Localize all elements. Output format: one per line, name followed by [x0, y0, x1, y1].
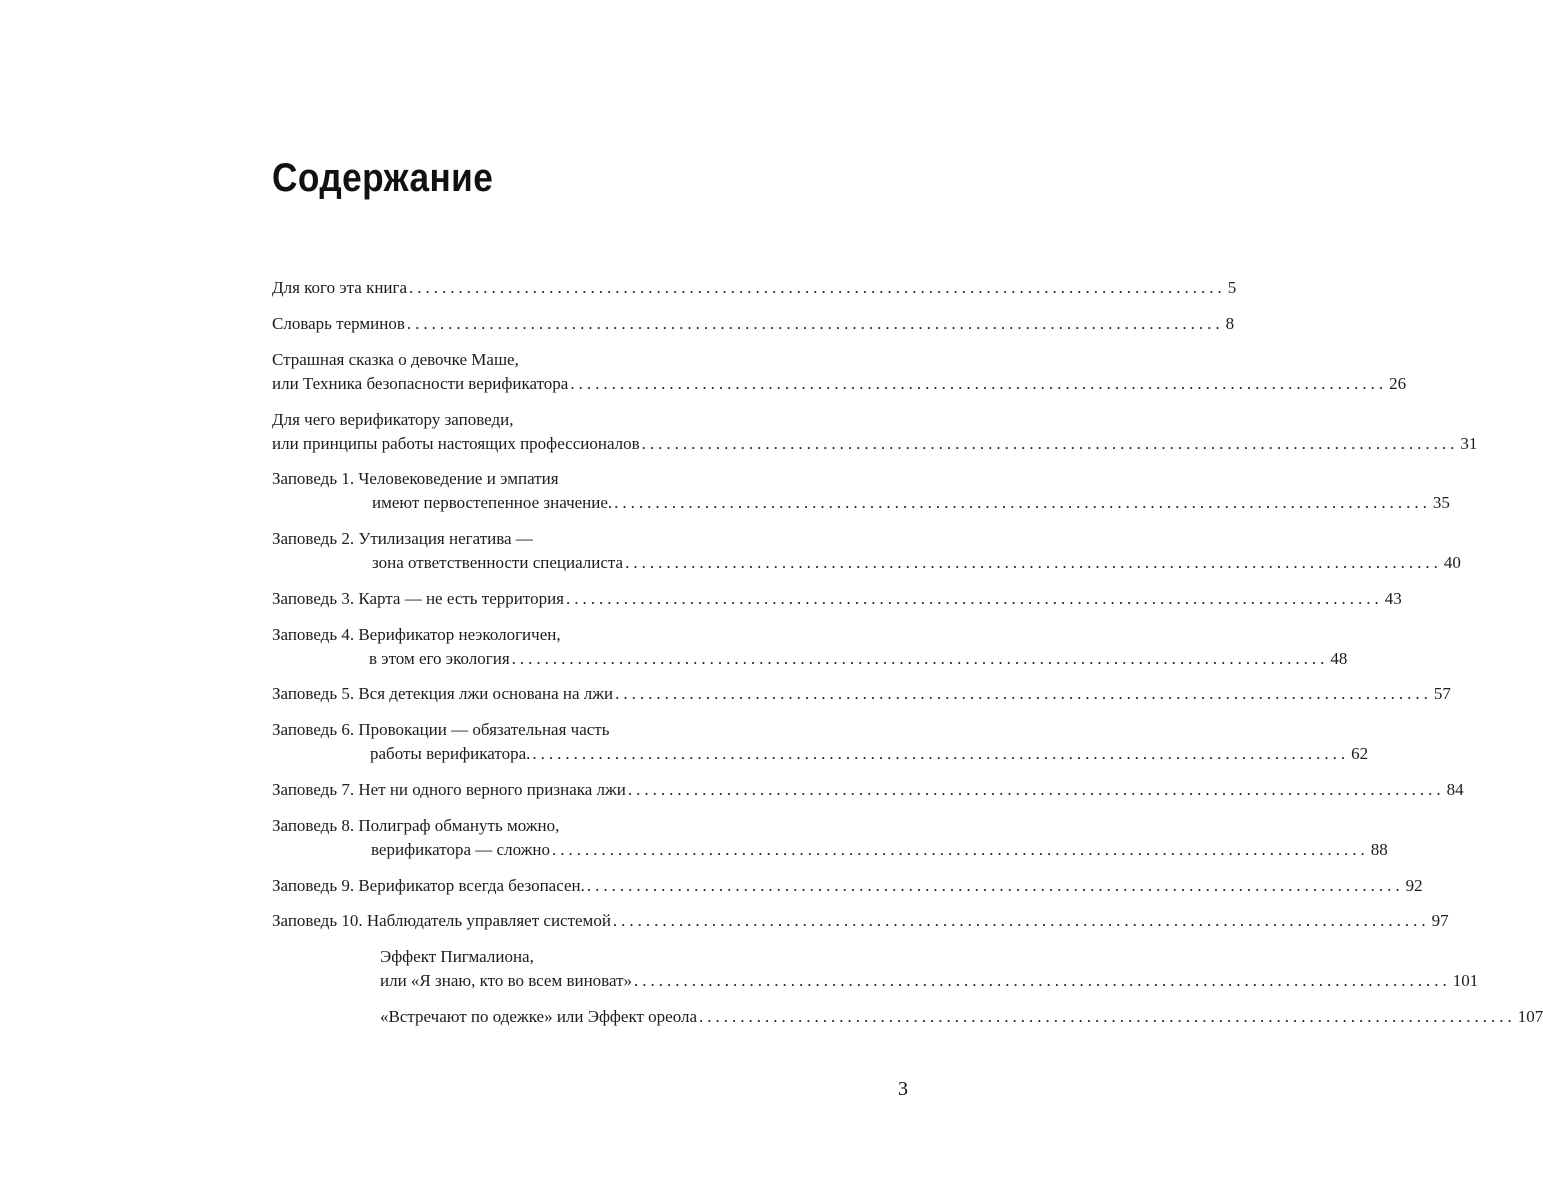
toc-entry-title: Заповедь 9. Верификатор всегда безопасен. [272, 876, 585, 895]
toc-entry-title: Заповедь 10. Наблюдатель управляет системой [272, 911, 611, 930]
leader-dots: ................................................................................................... [614, 493, 1431, 512]
toc-entry-title: Заповедь 3. Карта — не есть территория [272, 589, 564, 608]
toc-page-number: 31 [1460, 434, 1478, 453]
leader-dots: ................................................................................................... [627, 780, 1445, 799]
toc-page-number: 35 [1432, 493, 1450, 512]
toc-entry [272, 623, 1348, 671]
toc-entry-title-line1: Страшная сказка о девочке Маше, [272, 350, 519, 369]
leader-dots: ................................................................................................... [566, 589, 1383, 608]
toc-page-number: 84 [1446, 780, 1464, 799]
toc-page-number: 40 [1443, 553, 1461, 572]
leader-dots: ................................................................................................... [634, 971, 1451, 990]
toc-page-number: 62 [1351, 744, 1369, 763]
toc-entry-title-line1: Заповедь 4. Верификатор неэкологичен, [272, 625, 561, 644]
toc-page-number: 107 [1517, 1007, 1543, 1026]
toc-entry-title-line1: Эффект Пигмалиона, [380, 947, 534, 966]
toc-entry-title-line2: верификатора — сложно [371, 840, 550, 859]
leader-dots: ................................................................................................... [612, 911, 1430, 930]
leader-dots: ................................................................................................... [625, 553, 1442, 572]
leader-dots: ................................................................................................... [406, 314, 1224, 333]
toc-page-number: 43 [1384, 589, 1402, 608]
toc-entry [272, 778, 1464, 802]
leader-dots: ................................................................................................... [532, 744, 1350, 763]
toc-entry [272, 909, 1449, 933]
toc-entry-title: Для кого эта книга [272, 278, 408, 297]
toc-entry-title: Словарь терминов [272, 314, 405, 333]
toc-entry-title-line1: Заповедь 2. Утилизация негатива — [272, 529, 533, 548]
toc-entry [272, 718, 1369, 766]
toc-entry-title: Заповедь 7. Нет ни одного верного признака лжи [272, 780, 626, 799]
toc-entry-title-line2: или Техника безопасности верификатора [272, 374, 569, 393]
toc-entry-title-line1: Для чего верификатору заповеди, [272, 410, 514, 429]
toc-entry-title-line2: в этом его экология [369, 649, 510, 668]
toc-entry [272, 467, 1450, 515]
leader-dots: ................................................................................................... [511, 649, 1329, 668]
toc-page-number: 88 [1370, 840, 1388, 859]
page-number: 3 [898, 1078, 908, 1100]
toc-entry [272, 527, 1461, 575]
toc-entry-title-line2: или принципы работы настоящих профессионалов [272, 434, 640, 453]
toc-entry [272, 348, 1407, 396]
toc-entry-title-line2: зона ответственности специалиста [372, 553, 624, 572]
toc-entry-title-line2: работы верификатора. [370, 744, 531, 763]
toc-entry-title: «Встречают по одежке» или Эффект ореола [380, 1007, 698, 1026]
toc-entry-title-line1: Заповедь 1. Человековедение и эмпатия [272, 469, 559, 488]
leader-dots: ................................................................................................... [586, 876, 1404, 895]
toc-subentry [380, 945, 1479, 993]
leader-dots: ................................................................................................... [641, 434, 1459, 453]
page-title: Содержание [272, 156, 494, 200]
toc-page-number: 92 [1405, 876, 1423, 895]
leader-dots: ................................................................................................... [552, 840, 1369, 859]
toc-page-number: 97 [1431, 911, 1449, 930]
toc-entry-title: Заповедь 5. Вся детекция лжи основана на лжи [272, 684, 614, 703]
toc-entry-title-line2: или «Я знаю, кто во всем виноват» [380, 971, 633, 990]
toc-entry [272, 814, 1388, 862]
toc-entry [272, 276, 1237, 300]
toc-page-number: 26 [1389, 374, 1407, 393]
leader-dots: ................................................................................................... [570, 374, 1388, 393]
toc-entry-title-line1: Заповедь 8. Полиграф обмануть можно, [272, 816, 560, 835]
toc-entry-title-line1: Заповедь 6. Провокации — обязательная часть [272, 720, 610, 739]
toc-entry [272, 587, 1402, 611]
leader-dots: ................................................................................................... [615, 684, 1432, 703]
toc-entry-title-line2: имеют первостепенное значение. [372, 493, 613, 512]
toc-entry [272, 874, 1423, 898]
toc-entry [272, 682, 1451, 706]
toc-page-number: 57 [1433, 684, 1451, 703]
toc-entry [272, 312, 1235, 336]
toc-subentry [380, 1005, 1543, 1029]
leader-dots: ................................................................................................... [409, 278, 1226, 297]
toc-page-number: 5 [1227, 278, 1237, 297]
toc-page-number: 8 [1225, 314, 1235, 333]
toc-entry [272, 408, 1478, 456]
toc-page-number: 48 [1330, 649, 1348, 668]
leader-dots: ................................................................................................... [699, 1007, 1516, 1026]
toc-page-number: 101 [1452, 971, 1479, 990]
